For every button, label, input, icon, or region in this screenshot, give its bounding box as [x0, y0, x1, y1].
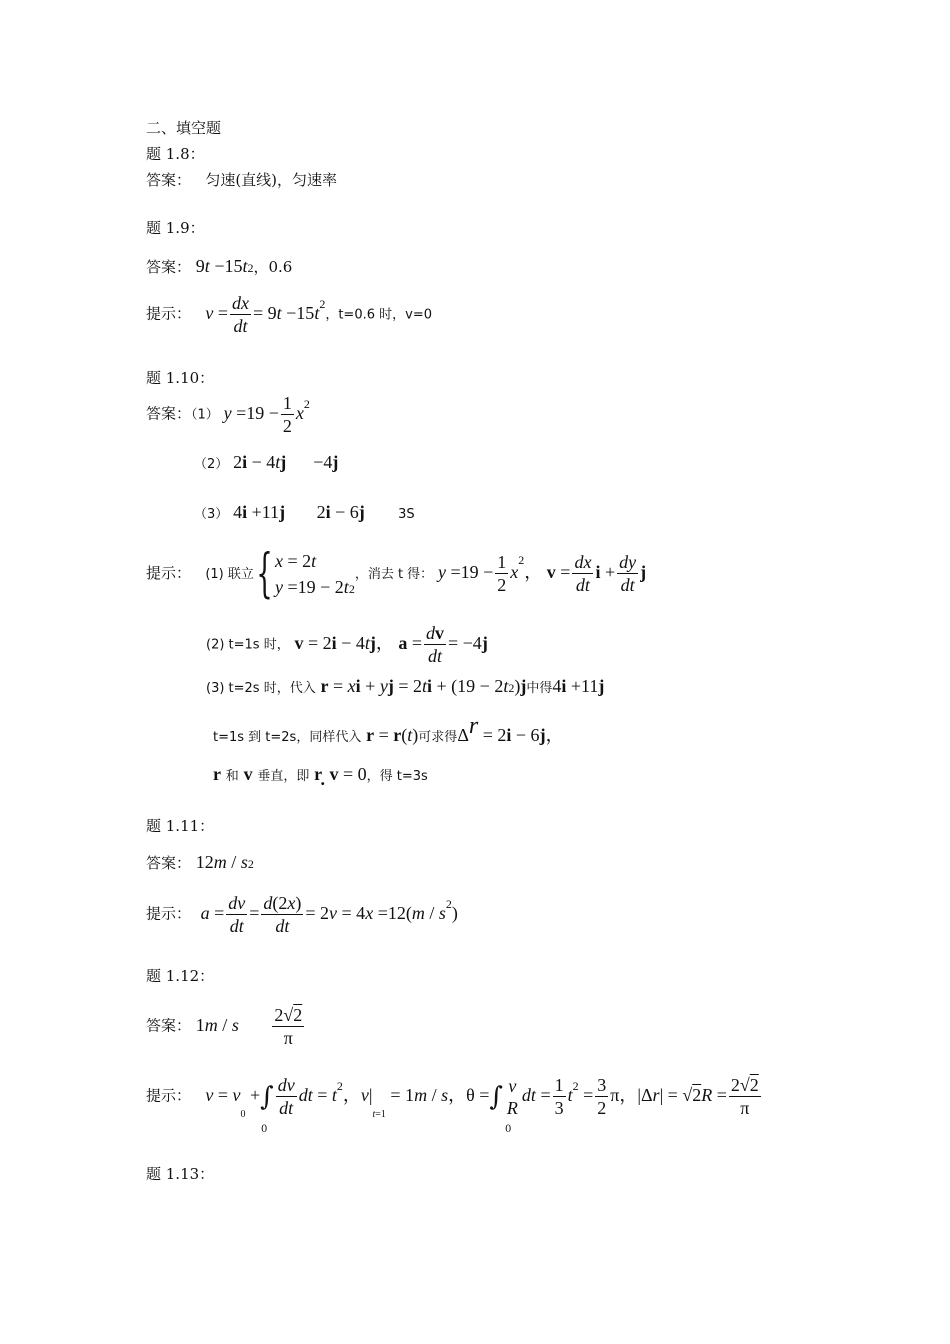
hint3-formula: r = xi + yj = $2ti + (19 - 2t^2)j$ — [320, 676, 527, 696]
part3-tail: 3S — [398, 507, 415, 522]
brace-symbol: { — [256, 544, 273, 604]
part2-mark: （2） — [194, 457, 229, 472]
hint1-mark: (1) 联立 — [205, 567, 254, 582]
q18-answer: 匀速(直线)，匀速率 — [205, 171, 338, 189]
q112-label: 题 1.12： — [146, 967, 215, 985]
hint4-start: t=1s 到 t=2s，同样代入 — [213, 730, 362, 745]
symbol-v: v — [243, 764, 253, 784]
q19-hint-tail: ，t=0.6 时，v=0 — [325, 307, 432, 323]
hint4-result: Δr = 2i − 6j， — [457, 713, 564, 745]
q110-answer1-formula: y =19 − $\frac{1}{2}$ $x^2$ — [223, 393, 310, 436]
hint5-formula: r. v = 0 — [314, 764, 367, 789]
q111-hint-line — [146, 892, 458, 937]
answer-prefix: 答案： — [146, 404, 192, 423]
q110-answer-line2 — [194, 452, 338, 475]
hint5-mid: 垂直，即 — [257, 769, 310, 784]
hint-prefix: 提示： — [146, 904, 192, 923]
answer-prefix: 答案： — [146, 854, 192, 872]
hint3-mid: 中得 — [526, 681, 553, 696]
q111-label: 题 1.11： — [146, 817, 215, 835]
q19-label: 题 1.9： — [146, 219, 205, 237]
equation-system: x = 2t $y =19 - 2t^2$ — [274, 551, 355, 597]
answer-prefix: 答案： — [146, 171, 192, 189]
hint3-result: 4i +11j — [552, 676, 605, 696]
section-title: 二、填空题 — [146, 119, 222, 137]
symbol-r: r — [213, 764, 221, 784]
q112-answer-formula: 1m / s $\frac{2√2}{\pi}$ — [195, 1005, 303, 1048]
hint1-mid: ，消去 t 得： — [354, 567, 434, 582]
hint5-and: 和 — [225, 769, 239, 784]
hint-prefix: 提示： — [146, 304, 192, 323]
integral-lower-limit-2: 0 — [505, 1124, 512, 1135]
integral-lower-limit-1: 0 — [261, 1124, 268, 1135]
q113-label: 题 1.13： — [146, 1165, 215, 1183]
answer-prefix: 答案： — [146, 1016, 192, 1035]
q111-answer-line — [146, 852, 254, 873]
q110-hint-line5 — [213, 764, 428, 787]
q19-answer-formula: $9t -15t^2$ — [195, 256, 254, 276]
q110-answer-line1 — [146, 392, 310, 437]
hint2-formula: v = 2i − 4tj， a = $\frac{dv}{dt}$ = −4j — [294, 623, 488, 666]
q19-answer-line — [146, 256, 292, 277]
hint2-mark: (2) t=1s 时， — [206, 637, 290, 653]
q19-answer-tail: ，0.6 — [253, 258, 293, 276]
q111-answer-formula: $12m / s^2$ — [195, 852, 254, 872]
q110-hint-line3 — [206, 676, 604, 699]
hint4-mid: 可求得 — [418, 730, 458, 745]
q18-label: 题 1.8： — [146, 145, 205, 163]
hint-prefix: 提示： — [146, 564, 192, 582]
hint3-mark: (3) t=2s 时，代入 — [206, 681, 316, 696]
q110-answer2-formula: 2i − 4tj −4j — [233, 452, 339, 472]
answer-prefix: 答案： — [146, 258, 192, 276]
part1-mark: （1） — [191, 407, 219, 423]
q110-hint-line2 — [206, 622, 488, 667]
q19-hint-line — [146, 292, 432, 337]
q110-hint-line4 — [213, 713, 564, 748]
q110-label: 题 1.10： — [146, 369, 215, 387]
q112-hint-line — [146, 1074, 763, 1119]
hint-prefix: 提示： — [146, 1086, 192, 1105]
q112-answer-line — [146, 1004, 306, 1049]
part3-mark: （3） — [194, 507, 229, 522]
q110-hint-line1 — [146, 544, 647, 604]
hint5-tail: ，得 t=3s — [366, 769, 428, 784]
q19-hint-formula: v = $\frac{dx}{dt}$ = $9t -15t^2$ — [205, 293, 326, 336]
q112-hint-formula: $v = v_0$ +∫ $\frac{dv}{dt}$ dt = $t^2$，$v|_{t=1} = 1m / s$，θ =∫ v R dt = $\frac{1}{3}$ $t^2$ = $\frac{3}{2}$ π，|Δr| = √2R = $\frac{2√2}{\pi}$ — [205, 1075, 759, 1120]
q18-answer-line — [146, 170, 337, 190]
q111-hint-formula: a = $\frac{dv}{dt}$ = $\frac{d(2x)}{dt}$ = $2v = 4x =12(m / s^2)$ — [200, 893, 458, 936]
hint4-formula: r = r(t) — [366, 725, 419, 745]
q110-answer3-formula: 4i +11j 2i − 6j — [233, 502, 365, 522]
q110-answer-line3 — [194, 502, 415, 525]
hint1-formula: y =19 − $\frac{1}{2}$ $x^2$， v = $\frac{dx}{dt}$ i + $\frac{dy}{dt}$ j — [437, 552, 647, 596]
